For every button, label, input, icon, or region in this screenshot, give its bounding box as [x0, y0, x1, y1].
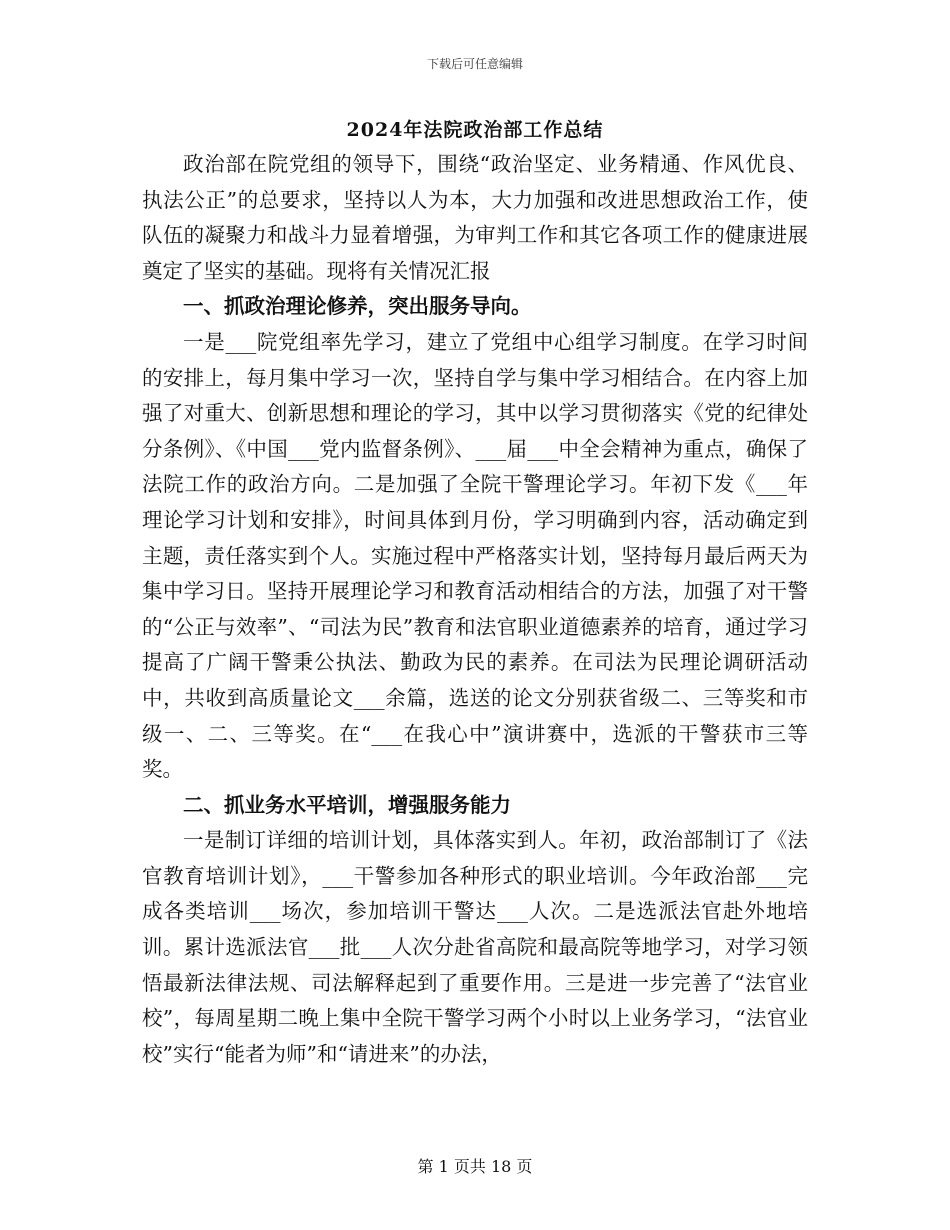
section-heading-1: 一、抓政治理论修养，突出服务导向。 [183, 294, 532, 319]
paragraph-intro: 政治部在院党组的领导下，围绕“政治坚定、业务精通、作风优良、执法公正”的总要求，坚持以人为本，大力加强和改进思想政治工作，使队伍的凝聚力和战斗力显着增强，为审判工作和其它各项工作的健康进展奠定了坚实的基础。现将有关情况汇报 [142, 152, 808, 283]
paragraph-section-1: 一是___院党组率先学习，建立了党组中心组学习制度。在学习时间的安排上，每月集中学习一次，坚持自学与集中学习相结合。在内容上加强了对重大、创新思想和理论的学习，其中以学习贯彻落实《党的纪律处分条例》、《中国___党内监督条例》、___届___中全会精神为重点，确保了法院工作的政治方向。二是加强了全院干警理论学习。年初下发《___年理论学习计划和安排》，时间具体到月份，学习明确到内容，活动确定到主题，责任落实到个人。实施过程中严格落实计划，坚持每月最后两天为集中学习日。坚持开展理论学习和教育活动相结合的方法，加强了对干警的“公正与效率”、“司法为民”教育和法官职业道德素养的培育，通过学习提高了广阔干警秉公执法、勤政为民的素养。在司法为民理论调研活动中，共收到高质量论文___余篇，选送的论文分别获省级二、三等奖和市级一、二、三等奖。在“___在我心中”演讲赛中，选派的干警获市三等奖。 [142, 329, 808, 782]
section-heading-2: 二、抓业务水平培训，增强服务能力 [183, 792, 511, 817]
header-note: 下载后可任意编辑 [426, 57, 523, 71]
page-number-footer: 第 1 页共 18 页 [417, 1157, 533, 1176]
document-title: 2024年法院政治部工作总结 [346, 119, 604, 141]
document-body [142, 147, 808, 1072]
paragraph-section-2: 一是制订详细的培训计划，具体落实到人。年初，政治部制订了《法官教育培训计划》，___干警参加各种形式的职业培训。今年政治部___完成各类培训___场次，参加培训干警达___人次。二是选派法官赴外地培训。累计选派法官___批___人次分赴省高院和最高院等地学习，对学习领悟最新法律法规、司法解释起到了重要作用。三是进一步完善了“法官业校”，每周星期二晚上集中全院干警学习两个小时以上业务学习，“法官业校”实行“能者为师”和“请进来”的办法， [142, 828, 808, 1066]
